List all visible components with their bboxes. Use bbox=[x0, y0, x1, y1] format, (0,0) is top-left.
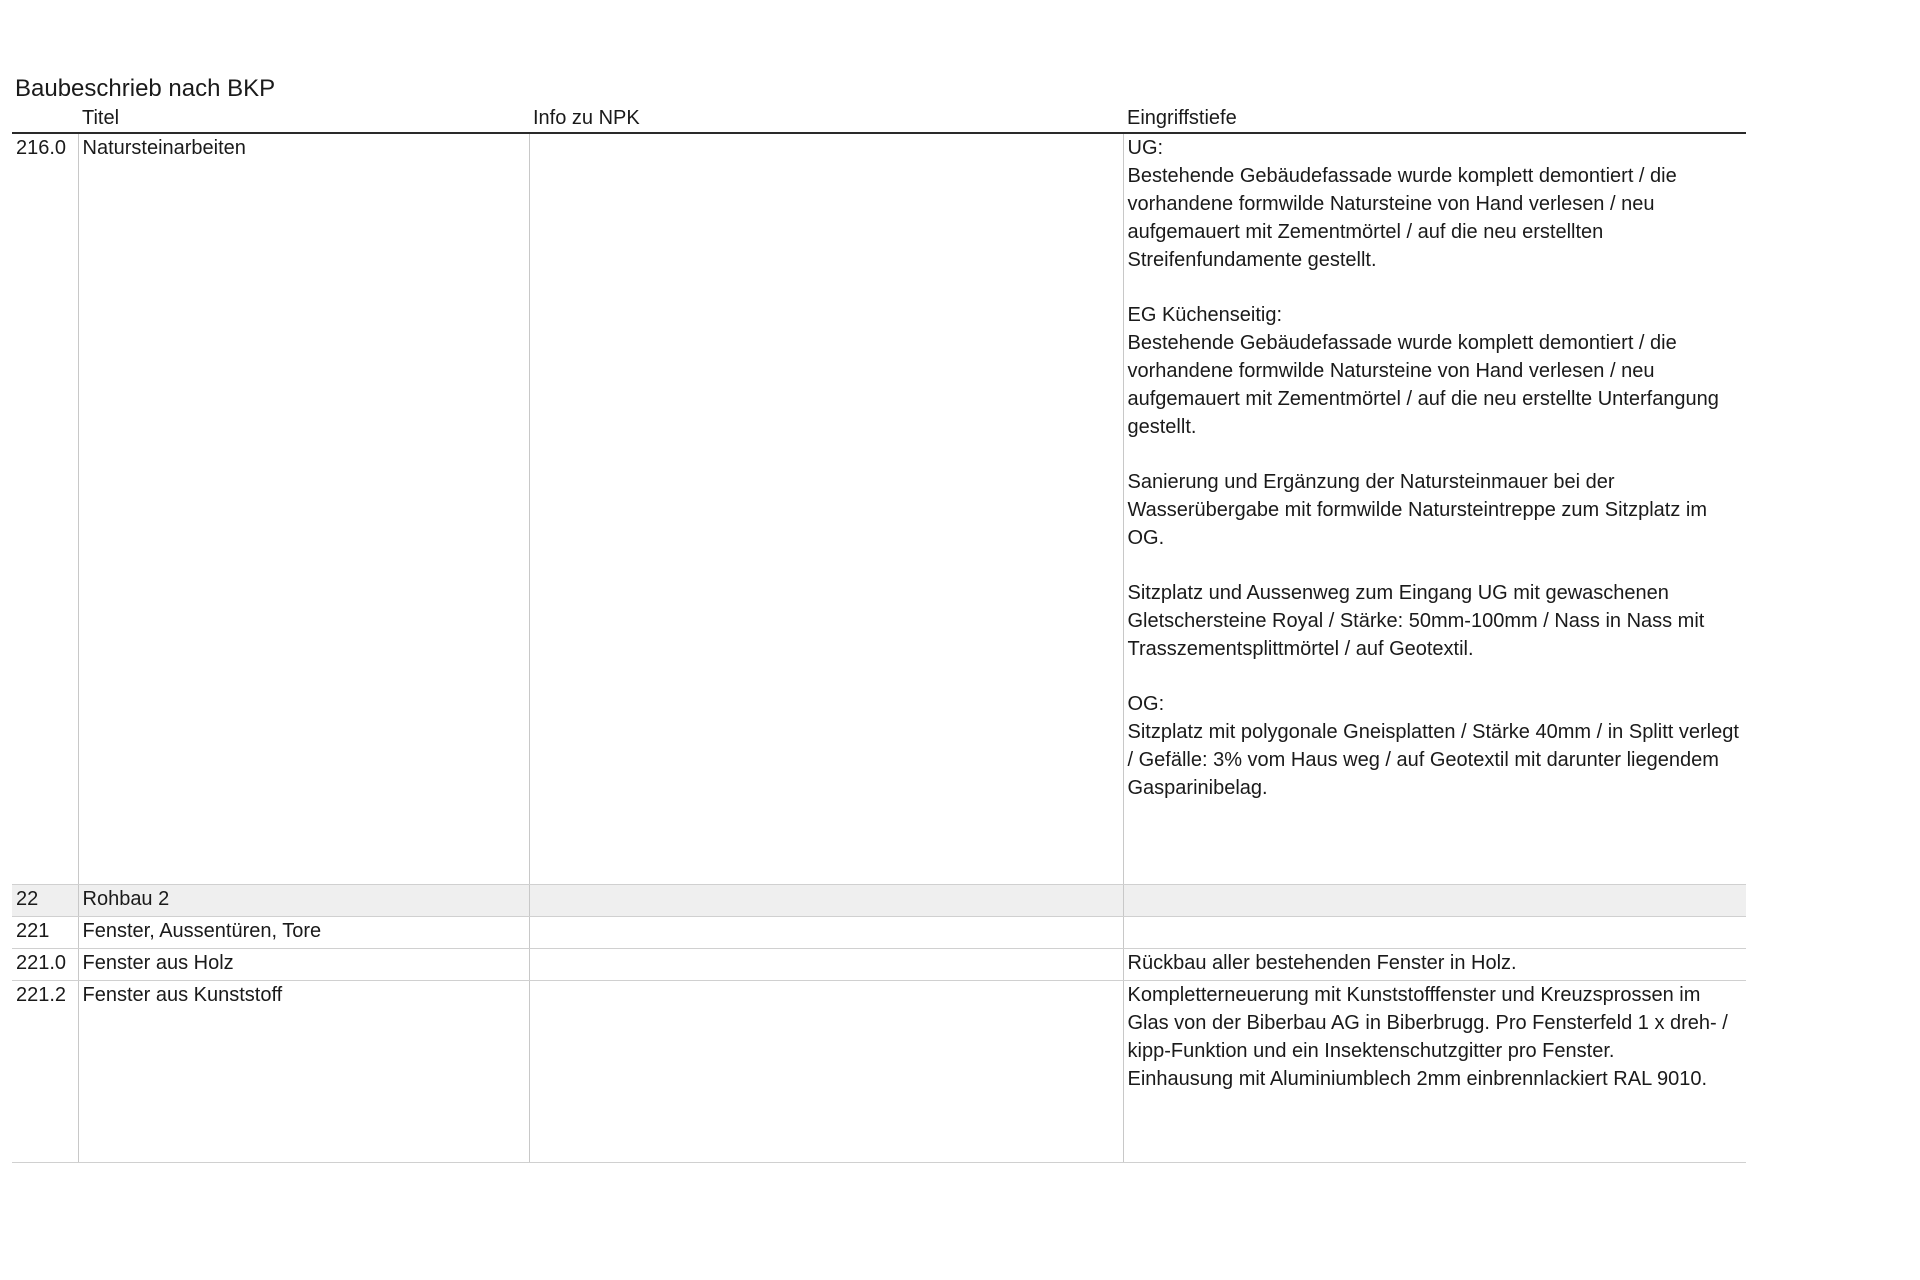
eingriff-paragraph-sitzplatz: Sitzplatz und Aussenweg zum Eingang UG mit gewaschenen Gletschersteine Royal / Stärke: 50mm-100mm / Nass in Nass mit Trasszementsplittmörtel / auf Geotextil. bbox=[1127, 582, 1705, 660]
row-eingriffstiefe: Kompletterneuerung mit Kunststofffenster und Kreuzsprossen im Glas von der Biberbau AG in Biberbrugg. Pro Fensterfeld 1 x dreh- / kipp-Funktion und ein Insektenschutzgitter pro Fenster. Einhausung mit Aluminiumblech 2mm einbrennlackiert RAL 9010. bbox=[1123, 981, 1746, 1163]
row-npk bbox=[529, 981, 1123, 1163]
eingriff-paragraph-eg: EG Küchenseitig: Bestehende Gebäudefassade wurde komplett demontiert / die vorhandene formwilde Natursteine von Hand verlesen / neu aufgemauert mit Zementmörtel / auf die neu erstellte Unterfangung gestellt. bbox=[1127, 304, 1719, 438]
table-row bbox=[12, 885, 1746, 917]
row-eingriffstiefe: Rückbau aller bestehenden Fenster in Holz. bbox=[1123, 949, 1746, 981]
row-code: 221.2 bbox=[12, 981, 78, 1163]
row-eingriffstiefe bbox=[1123, 917, 1746, 949]
row-titel: Rohbau 2 bbox=[78, 885, 529, 917]
column-header-npk: Info zu NPK bbox=[529, 104, 1123, 133]
table-row bbox=[12, 949, 1746, 981]
row-code: 22 bbox=[12, 885, 78, 917]
row-npk bbox=[529, 917, 1123, 949]
eingriff-paragraph-sanierung: Sanierung und Ergänzung der Natursteinmauer bei der Wasserübergabe mit formwilde Natursteintreppe zum Sitzplatz im OG. bbox=[1127, 471, 1707, 549]
row-npk bbox=[529, 885, 1123, 917]
eingriff-paragraph-ug: UG: Bestehende Gebäudefassade wurde komplett demontiert / die vorhandene formwilde Natursteine von Hand verlesen / neu aufgemauert mit Zementmörtel / auf die neu erstellten Streifenfundamente gestellt. bbox=[1127, 137, 1677, 271]
table-row bbox=[12, 133, 1746, 885]
construction-spec-table bbox=[12, 104, 1746, 1163]
column-header-eingriffstiefe: Eingriffstiefe bbox=[1123, 104, 1746, 133]
table-header-row bbox=[12, 104, 1746, 133]
row-titel: Fenster, Aussentüren, Tore bbox=[78, 917, 529, 949]
row-titel: Fenster aus Holz bbox=[78, 949, 529, 981]
row-code: 221.0 bbox=[12, 949, 78, 981]
eingriff-paragraph-og: OG: Sitzplatz mit polygonale Gneisplatten / Stärke 40mm / in Splitt verlegt / Gefälle: 3% vom Haus weg / auf Geotextil mit darunter liegendem Gasparinibelag. bbox=[1127, 693, 1739, 799]
document-page bbox=[12, 74, 1746, 1163]
column-header-code bbox=[12, 104, 78, 133]
row-titel: Natursteinarbeiten bbox=[78, 133, 529, 885]
table-row bbox=[12, 917, 1746, 949]
row-titel: Fenster aus Kunststoff bbox=[78, 981, 529, 1163]
row-code: 221 bbox=[12, 917, 78, 949]
row-npk bbox=[529, 949, 1123, 981]
document-title: Baubeschrieb nach BKP bbox=[15, 75, 276, 102]
row-npk bbox=[529, 133, 1123, 885]
column-header-titel: Titel bbox=[78, 104, 529, 133]
row-eingriffstiefe bbox=[1123, 133, 1746, 885]
table-row bbox=[12, 981, 1746, 1163]
row-code: 216.0 bbox=[12, 133, 78, 885]
row-eingriffstiefe bbox=[1123, 885, 1746, 917]
